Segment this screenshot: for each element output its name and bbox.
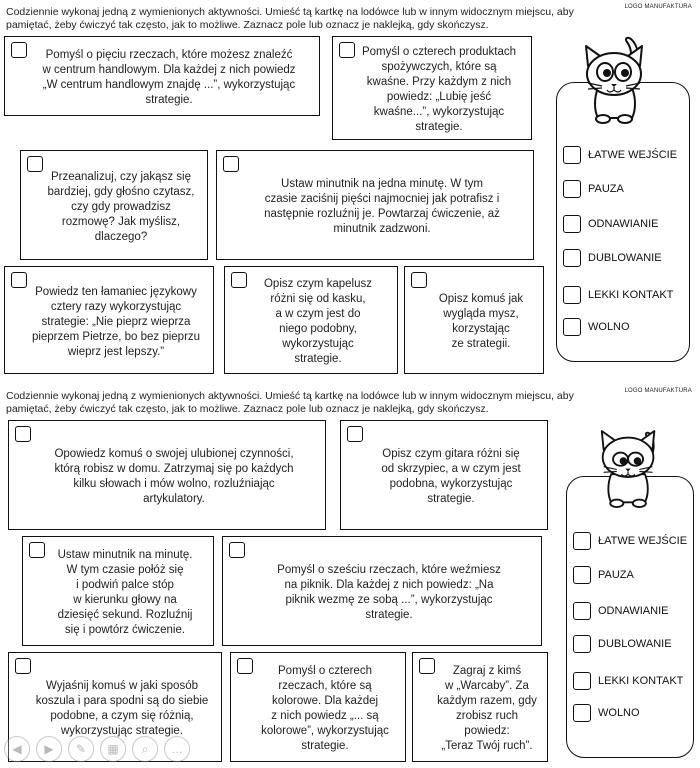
arrow-right-icon[interactable]: ▶ bbox=[36, 736, 62, 762]
strategy-label: ŁATWE WEJŚCIE bbox=[598, 535, 688, 547]
activity-card bbox=[4, 36, 320, 116]
strategy-checkbox[interactable] bbox=[563, 215, 581, 233]
strategy-option[interactable] bbox=[563, 214, 659, 234]
more-icon[interactable]: … bbox=[164, 736, 190, 762]
strategy-label: PAUZA bbox=[588, 183, 624, 195]
strategy-option[interactable] bbox=[573, 531, 687, 551]
activity-card bbox=[216, 150, 534, 260]
activity-card bbox=[8, 420, 326, 530]
cat-illustration bbox=[580, 26, 650, 124]
activity-card bbox=[22, 536, 214, 646]
strategy-label: DUBLOWANIE bbox=[598, 638, 672, 650]
card-text: Przeanalizuj, czy jakąsz się bardziej, gdy głośno czytasz, czy gdy prowadzisz rozmowę? Jak myślisz, dlaczego? bbox=[47, 170, 195, 243]
strategy-checkbox[interactable] bbox=[573, 532, 591, 550]
card-text: Opisz czym gitara różni się od skrzypiec, a w czym jest podobna, wykorzystując strategie. bbox=[381, 448, 521, 505]
strategy-checkbox[interactable] bbox=[573, 704, 591, 722]
strategy-label: DUBLOWANIE bbox=[588, 252, 662, 264]
strategy-option[interactable] bbox=[573, 601, 669, 621]
card-text: Opisz czym kapelusz różni się od kasku, a w czym jest do niego podobny, wykorzystując strategie. bbox=[263, 278, 372, 365]
card-text: Zagraj z kimś w „Warcaby”. Za każdym razem, gdy zrobisz ruch powiedz: „Teraz Twój ruch”. bbox=[437, 665, 537, 752]
card-checkbox[interactable] bbox=[11, 272, 27, 288]
strategy-checkbox[interactable] bbox=[573, 566, 591, 584]
strategy-checkbox[interactable] bbox=[573, 672, 591, 690]
instructions-text: Codziennie wykonaj jedną z wymienionych aktywności. Umieść tą kartkę na lodówce lub w innym widocznym miejscu, aby pamiętać, żeby ćwiczyć tak często, jak to możliwe. Zaznacz pole lub oznacz je naklejką, gdy skończysz. bbox=[6, 6, 574, 31]
strategy-label: LEKKI KONTAKT bbox=[588, 289, 674, 301]
card-checkbox[interactable] bbox=[15, 658, 31, 674]
card-checkbox[interactable] bbox=[229, 542, 245, 558]
strategy-panel bbox=[566, 476, 694, 758]
strategy-option[interactable] bbox=[573, 565, 634, 585]
cat-illustration bbox=[596, 416, 662, 508]
activity-card bbox=[404, 266, 544, 374]
strategy-label: ŁATWE WEJŚCIE bbox=[588, 149, 678, 161]
strategy-checkbox[interactable] bbox=[563, 318, 581, 336]
viewer-toolbar bbox=[4, 736, 190, 764]
card-checkbox[interactable] bbox=[237, 658, 253, 674]
strategy-checkbox[interactable] bbox=[563, 286, 581, 304]
zoom-icon[interactable]: ⌕ bbox=[132, 736, 158, 762]
arrow-left-icon[interactable]: ◀ bbox=[4, 736, 30, 762]
card-text: Pomyśl o czterech rzeczach, które są kolorowe. Dla każdej z nich powiedz „... są kolorowe”, wykorzystując strategie. bbox=[261, 665, 389, 752]
strategy-checkbox[interactable] bbox=[563, 249, 581, 267]
strategy-option[interactable] bbox=[573, 703, 640, 723]
activity-sheet-2 bbox=[0, 384, 700, 768]
strategy-checkbox[interactable] bbox=[573, 635, 591, 653]
activity-card bbox=[222, 536, 542, 646]
strategy-option[interactable] bbox=[573, 671, 683, 691]
strategy-option[interactable] bbox=[563, 248, 662, 268]
card-text: Pomyśl o sześciu rzeczach, które weźmiesz na piknik. Dla każdej z nich powiedz: „Na piknik wezmę ze sobą ...”, wykorzystując strategie. bbox=[277, 564, 501, 621]
logo-text: LOGO MANUFAKTURA bbox=[624, 388, 692, 394]
activity-card bbox=[4, 266, 214, 374]
activity-card bbox=[332, 36, 532, 140]
strategy-checkbox[interactable] bbox=[563, 146, 581, 164]
strategy-panel bbox=[556, 82, 690, 362]
strategy-label: WOLNO bbox=[588, 321, 630, 333]
card-checkbox[interactable] bbox=[11, 42, 27, 58]
strategy-checkbox[interactable] bbox=[573, 602, 591, 620]
card-checkbox[interactable] bbox=[27, 156, 43, 172]
gallery-icon[interactable]: ▦ bbox=[100, 736, 126, 762]
strategy-label: ODNAWIANIE bbox=[588, 218, 659, 230]
card-text: Opisz komuś jak wygląda mysz, korzystając ze strategii. bbox=[438, 293, 524, 350]
strategy-option[interactable] bbox=[563, 285, 673, 305]
card-text: Powiedz ten łamaniec językowy cztery razy wykorzystując strategie: „Nie pieprz wieprza pieprzem Pietrze, bo bez pieprzu wieprz jest lepszy.” bbox=[31, 285, 201, 358]
pen-icon[interactable]: ✎ bbox=[68, 736, 94, 762]
card-text: Opowiedz komuś o swojej ulubionej czynności, którą robisz w domu. Zatrzymaj się po każdych kilku słowach i mów wolno, rozluźniając artykulatory. bbox=[54, 448, 294, 505]
activity-card bbox=[20, 150, 208, 260]
strategy-option[interactable] bbox=[563, 145, 677, 165]
instructions-text: Codziennie wykonaj jedną z wymienionych aktywności. Umieść tą kartkę na lodówce lub w innym widocznym miejscu, aby pamiętać, żeby ćwiczyć tak często, jak to możliwe. Zaznacz pole lub oznacz je naklejką, gdy skończysz. bbox=[6, 390, 574, 415]
activity-card bbox=[340, 420, 548, 530]
card-text: Ustaw minutnik na jedna minutę. W tym czasie zaciśnij pięści najmocniej jak potrafisz i następnie rozluźnij je. Powtarzaj ćwiczenie, aż minutnik zadzwoni. bbox=[264, 178, 500, 235]
activity-card bbox=[230, 652, 406, 762]
strategy-option[interactable] bbox=[563, 179, 624, 199]
card-text: Pomyśl o czterech produktach spożywczych, które są kwaśne. Przy każdym z nich powiedz: „Lubię jeść kwaśne...”, wykorzystując strategie. bbox=[361, 46, 517, 133]
strategy-option[interactable] bbox=[573, 634, 672, 654]
card-checkbox[interactable] bbox=[15, 426, 31, 442]
card-text: Ustaw minutnik na minutę. W tym czasie połóż się i podwiń palce stóp w kierunku głowy na dziesięć sekund. Rozluźnij się i powtórz ćwiczenie. bbox=[57, 549, 193, 636]
activity-card bbox=[224, 266, 398, 374]
card-checkbox[interactable] bbox=[419, 658, 435, 674]
card-checkbox[interactable] bbox=[231, 272, 247, 288]
card-checkbox[interactable] bbox=[29, 542, 45, 558]
strategy-option[interactable] bbox=[563, 317, 630, 337]
activity-card bbox=[412, 652, 548, 762]
card-text: Wyjaśnij komuś w jaki sposób koszula i para spodni są do siebie podobne, a czym się różnią, wykorzystując strategie. bbox=[35, 680, 209, 737]
strategy-checkbox[interactable] bbox=[563, 180, 581, 198]
card-checkbox[interactable] bbox=[347, 426, 363, 442]
strategy-label: LEKKI KONTAKT bbox=[598, 675, 684, 687]
strategy-label: ODNAWIANIE bbox=[598, 605, 669, 617]
card-checkbox[interactable] bbox=[223, 156, 239, 172]
strategy-label: PAUZA bbox=[598, 569, 634, 581]
logo-text: LOGO MANUFAKTURA bbox=[624, 4, 692, 10]
card-text: Pomyśl o pięciu rzeczach, które możesz znaleźć w centrum handlowym. Dla każdej z nich powiedz „W centrum handlowym znajdę ...”, wykorzystując strategie. bbox=[42, 49, 296, 106]
card-checkbox[interactable] bbox=[411, 272, 427, 288]
strategy-label: WOLNO bbox=[598, 707, 640, 719]
card-checkbox[interactable] bbox=[339, 42, 355, 58]
